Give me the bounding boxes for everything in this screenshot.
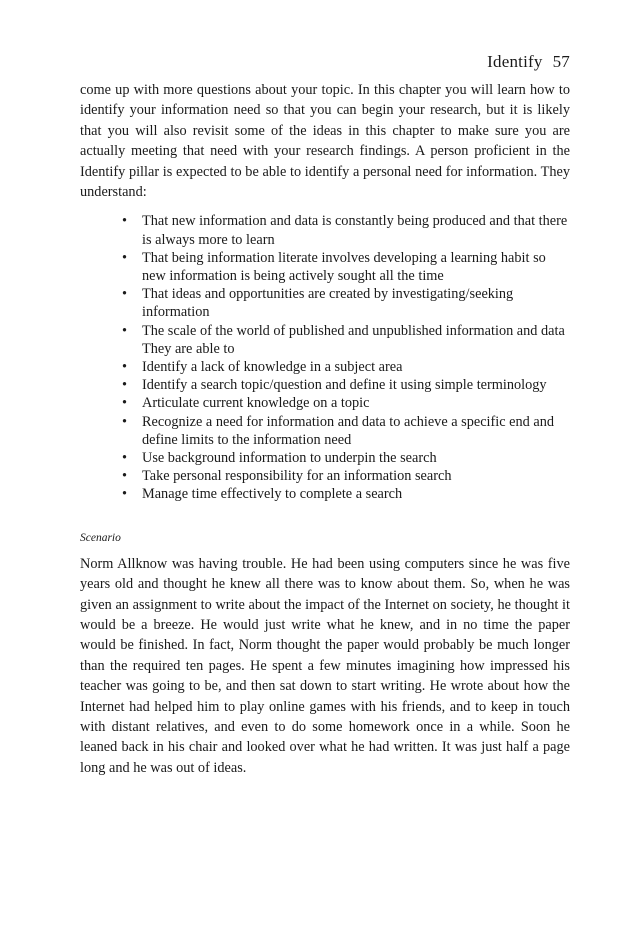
list-item: • Recognize a need for information and data to achieve a specific end and define limits to the information need: [122, 413, 570, 449]
list-item: • Manage time effectively to complete a search: [122, 485, 570, 503]
page-number: 57: [552, 52, 570, 71]
list-item: • That new information and data is constantly being produced and that there is always more to learn: [122, 212, 570, 248]
list-item: • That being information literate involves developing a learning habit so new information is being actively sought all the time: [122, 249, 570, 285]
intro-paragraph: come up with more questions about your topic. In this chapter you will learn how to identify your information need so that you can begin your research, but it is likely that you will also revisit some of the ideas in this chapter to make sure you are actually meeting that need with your research findings. A person proficient in the Identify pillar is expected to be able to identify a personal need for information. They understand:: [80, 82, 570, 201]
list-item: • Articulate current knowledge on a topic: [122, 394, 570, 412]
list-item: • Identify a search topic/question and define it using simple terminology: [122, 376, 570, 394]
section-title: Identify: [487, 52, 543, 71]
list-item: • That ideas and opportunities are created by investigating/seeking information: [122, 285, 570, 321]
list-item: • Take personal responsibility for an information search: [122, 467, 570, 485]
understand-and-able-list: [80, 212, 570, 503]
page-body: [80, 80, 570, 778]
scenario-heading: Scenario: [80, 531, 121, 544]
list-item: • The scale of the world of published and unpublished information and data They are able to: [122, 322, 570, 358]
running-header: [487, 52, 570, 72]
scenario-paragraph: Norm Allknow was having trouble. He had been using computers since he was five years old and thought he knew all there was to know about them. So, when he was given an assignment to write about the impact of the Internet on society, he thought it would be a breeze. He would just write what he knew, and in no time the paper would be finished. In fact, Norm thought the paper would probably be much longer than the required ten pages. He spent a few minutes imagining how impressed his teacher was going to be, and then sat down to start writing. He wrote about how the Internet had helped him to play online games with his friends, and to keep in touch with distant relatives, and even to do some homework once in a while. Soon he leaned back in his chair and looked over what he had written. It was just half a page long and he was out of ideas.: [80, 555, 570, 776]
list-item: • Use background information to underpin the search: [122, 449, 570, 467]
list-item: • Identify a lack of knowledge in a subject area: [122, 358, 570, 376]
